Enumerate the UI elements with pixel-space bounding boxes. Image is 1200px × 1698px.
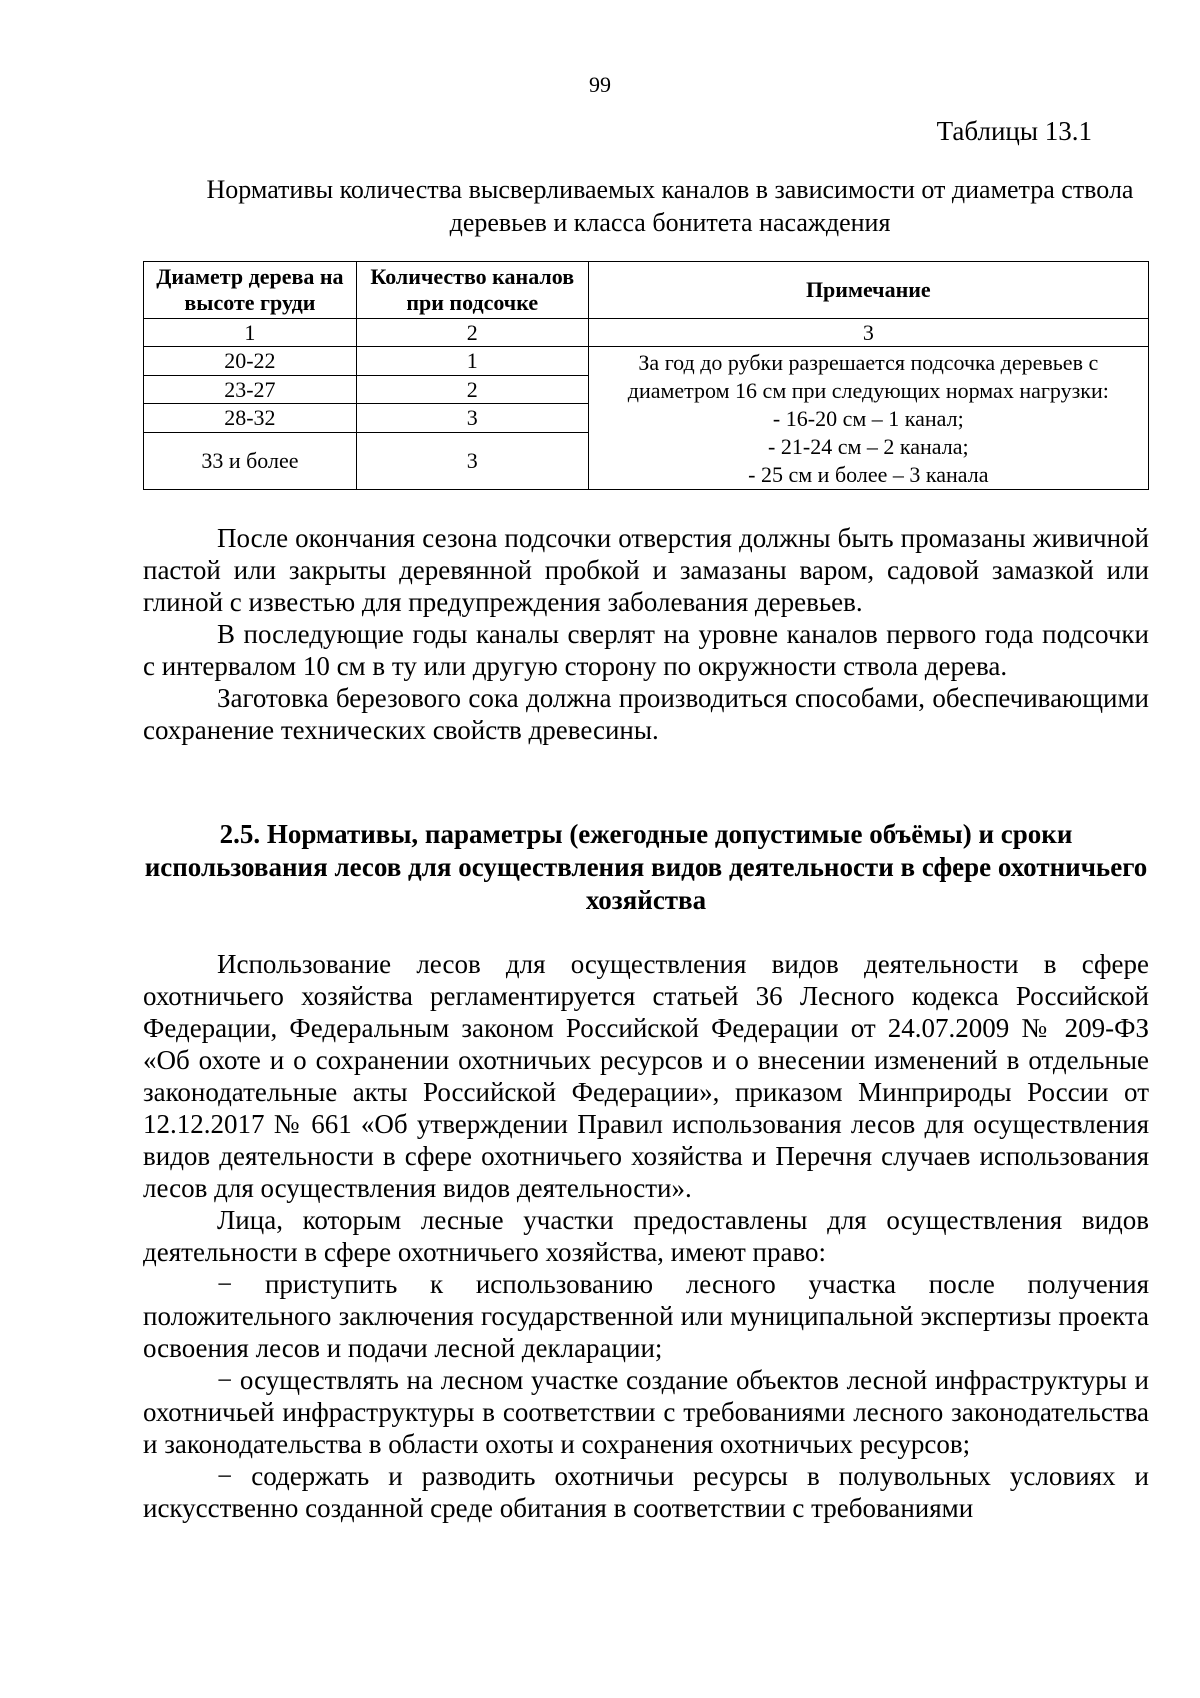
section-heading: 2.5. Нормативы, параметры (ежегодные допустимые объёмы) и сроки использования лесов для осуществления видов деятельности в сфере охотничьего хозяйства [144, 819, 1148, 915]
list-item: − приступить к использованию лесного участка после получения положительного заключения государственной или муниципальной экспертизы проекта освоения лесов и подачи лесной декларации; [143, 1269, 1149, 1363]
column-number: 2 [356, 319, 588, 347]
table-title: Нормативы количества высверливаемых каналов в зависимости от диаметра ствола деревьев и класса бонитета насаждения [206, 175, 1134, 237]
diameter-cell: 33 и более [144, 432, 357, 489]
channels-cell: 2 [356, 375, 588, 404]
paragraph: Лица, которым лесные участки предоставлены для осуществления видов деятельности в сфере охотничьего хозяйства, имеют право: [143, 1205, 1149, 1267]
paragraph: Заготовка березового сока должна производиться способами, обеспечивающими сохранение технических свойств древесины. [143, 683, 1149, 745]
list-item: − содержать и разводить охотничьи ресурсы в полувольных условиях и искусственно созданной среде обитания в соответствии с требованиями [143, 1461, 1149, 1523]
table-row [144, 347, 1149, 376]
paragraph: Использование лесов для осуществления видов деятельности в сфере охотничьего хозяйства регламентируется статьей 36 Лесного кодекса Российской Федерации, Федеральным законом Российской Федерации от 24.07.2009 № 209-ФЗ «Об охоте и о сохранении охотничьих ресурсов и о внесении изменений в отдельные законодательные акты Российской Федерации», приказом Минприроды России от 12.12.2017 № 661 «Об утверждении Правил использования лесов для осуществления видов деятельности в сфере охотничьего хозяйства и Перечня случаев использования лесов для осуществления видов деятельности». [143, 949, 1149, 1203]
paragraph: В последующие годы каналы сверлят на уровне каналов первого года подсочки с интервалом 10 см в ту или другую сторону по окружности ствола дерева. [143, 619, 1149, 681]
column-number: 3 [588, 319, 1148, 347]
header-channels: Количество каналов при подсочке [356, 262, 588, 319]
diameter-cell: 23-27 [144, 375, 357, 404]
body-text-block-2 [143, 948, 1149, 1524]
note-line: диаметром 16 см при следующих нормах нагрузки: [627, 378, 1109, 403]
note-line: - 21-24 см – 2 канала; [768, 434, 969, 459]
diameter-cell: 28-32 [144, 404, 357, 433]
channels-cell: 1 [356, 347, 588, 376]
header-note: Примечание [588, 262, 1148, 319]
page-number: 99 [589, 72, 611, 97]
list-item: − осуществлять на лесном участке создание объектов лесной инфраструктуры и охотничьей инфраструктуры в соответствии с требованиями лесного законодательства и законодательства в области охоты и сохранения охотничьих ресурсов; [143, 1365, 1149, 1459]
note-line: - 25 см и более – 3 канала [748, 462, 989, 487]
body-text-block-1 [143, 522, 1149, 746]
note-cell [588, 347, 1148, 490]
note-line: - 16-20 см – 1 канал; [772, 406, 964, 431]
channels-cell: 3 [356, 432, 588, 489]
column-number-row [144, 319, 1149, 347]
column-number: 1 [144, 319, 357, 347]
paragraph: После окончания сезона подсочки отверстия должны быть промазаны живичной пастой или закрыты деревянной пробкой и замазаны варом, садовой замазкой или глиной с известью для предупреждения заболевания деревьев. [143, 523, 1149, 617]
note-line: За год до рубки разрешается подсочка деревьев с [638, 350, 1099, 375]
diameter-cell: 20-22 [144, 347, 357, 376]
norms-table [143, 261, 1149, 490]
header-diameter: Диаметр дерева на высоте груди [144, 262, 357, 319]
table-header-row [144, 262, 1149, 319]
channels-cell: 3 [356, 404, 588, 433]
table-label: Таблицы 13.1 [936, 116, 1092, 146]
